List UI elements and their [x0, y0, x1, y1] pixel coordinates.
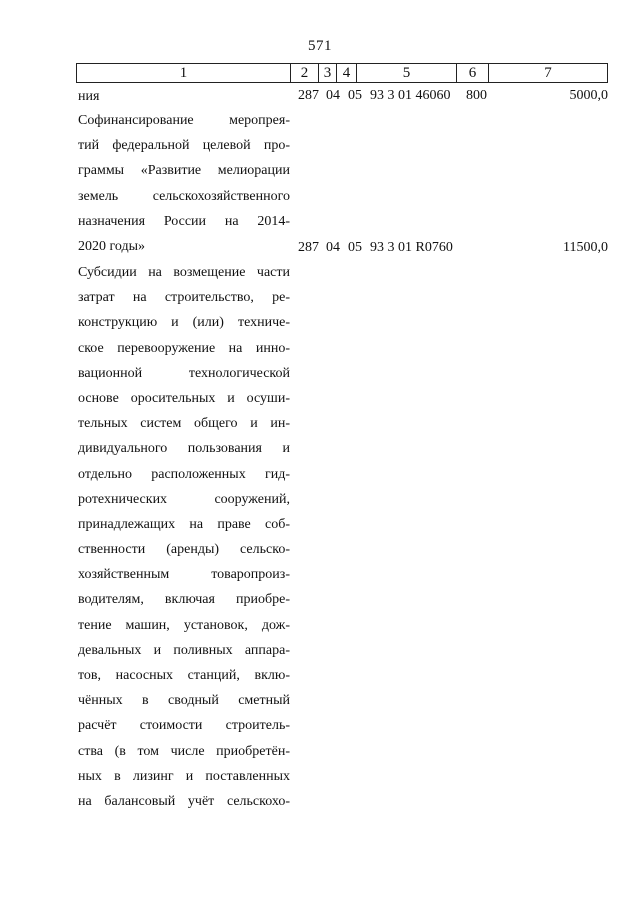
description-line: тов, насосных станций, вклю- [78, 668, 290, 683]
description-line: ственности (аренды) сельско- [78, 542, 290, 558]
header-col-1: 1 [77, 64, 291, 82]
description-line: отдельно расположенных гид- [78, 466, 290, 482]
description-line: расчёт стоимости строитель- [78, 718, 290, 734]
ministry-code: 287 [298, 240, 319, 255]
description-line: дивидуального пользования и [78, 441, 290, 457]
header-col-3: 3 [319, 64, 337, 82]
description-line: хозяйственным товаропроиз- [78, 567, 290, 583]
ministry-code: 287 [298, 88, 319, 103]
row-2-codes [0, 238, 640, 258]
description-line: ское перевооружение на инно- [78, 340, 290, 356]
description-line: затрат на строительство, ре- [78, 290, 290, 306]
header-col-4: 4 [337, 64, 357, 82]
amount-value: 11500,0 [563, 240, 608, 255]
row-3-description [78, 260, 290, 814]
description-line: чённых в сводный сметный [78, 693, 290, 709]
description-line: девальных и поливных аппара- [78, 642, 290, 658]
header-col-7: 7 [544, 65, 552, 81]
description-line: Субсидии на возмещение части [78, 265, 290, 280]
subsection-code: 05 [348, 88, 362, 103]
target-article-code: 93 3 01 46060 [370, 88, 451, 103]
expense-type-code: 800 [466, 88, 487, 103]
description-line: тий федеральной целевой про- [78, 138, 290, 154]
target-article-code: 93 3 01 R0760 [370, 240, 453, 255]
description-line: назначения России на 2014- [78, 213, 290, 229]
amount-value: 5000,0 [569, 88, 608, 103]
description-line: вационной технологической [78, 365, 290, 381]
description-line: Софинансирование меропрея- [78, 113, 290, 128]
page-number: 571 [308, 38, 332, 54]
header-col-6: 6 [457, 64, 489, 82]
subsection-code: 05 [348, 240, 362, 255]
table-header-row [76, 63, 608, 83]
section-code: 04 [326, 240, 340, 255]
description-line: ства (в том числе приобретён- [78, 743, 290, 759]
description-line: ротехнических сооружений, [78, 491, 290, 507]
description-line: тение машин, установок, дож- [78, 617, 290, 633]
description-line: на балансовый учёт сельскохо- [78, 793, 290, 809]
description-line: граммы «Развитие мелиорации [78, 163, 290, 179]
description-line: земель сельскохозяйственного [78, 188, 290, 204]
header-col-5: 5 [357, 64, 457, 82]
row-2-description [78, 108, 290, 259]
description-line: тельных систем общего и ин- [78, 416, 290, 432]
description-line: водителям, включая приобре- [78, 592, 290, 608]
section-code: 04 [326, 88, 340, 103]
description-line: ния [78, 89, 100, 104]
description-line: ных в лизинг и поставленных [78, 768, 290, 784]
description-line: конструкцию и (или) техниче- [78, 315, 290, 331]
header-col-2: 2 [291, 64, 319, 82]
description-line: основе оросительных и осуши- [78, 390, 290, 406]
description-line: принадлежащих на праве соб- [78, 516, 290, 532]
row-1-codes [0, 86, 640, 106]
description-line: 2020 годы» [78, 238, 146, 254]
